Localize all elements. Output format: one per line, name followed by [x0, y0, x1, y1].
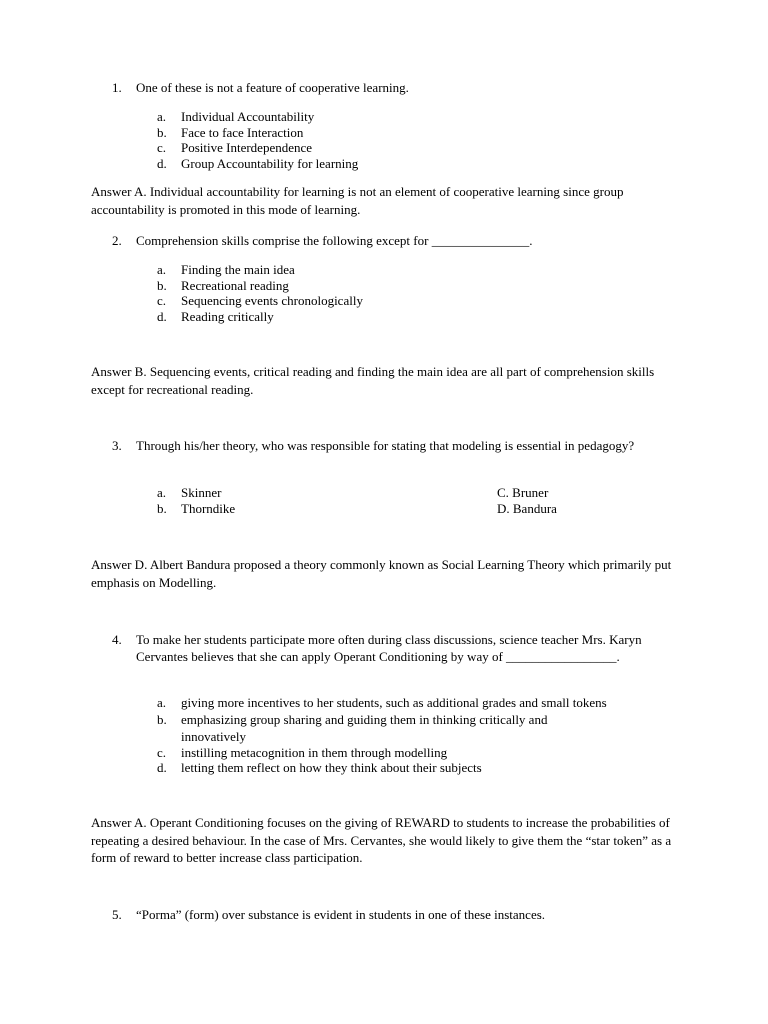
- option-a: a. Finding the main idea: [157, 262, 295, 277]
- question-1-options: [157, 109, 697, 171]
- option-c: c. instilling metacognition in them through modelling: [157, 744, 448, 760]
- answer-1: Answer A. Individual accountability for learning is not an element of cooperative learning since group accountability is promoted in this mode of learning.: [91, 184, 624, 217]
- answer-2: Answer B. Sequencing events, critical reading and finding the main idea are all part of comprehension skills except for recreational reading.: [91, 364, 655, 397]
- question-text: Comprehension skills comprise the following except for _______________.: [136, 233, 533, 248]
- option-c: c. Positive Interdependence: [157, 140, 313, 155]
- question-text: One of these is not a feature of cooperative learning.: [136, 80, 409, 95]
- question-number: 5.: [112, 907, 122, 922]
- option-b: b. Face to face Interaction: [157, 124, 304, 140]
- option-b: b. emphasizing group sharing and guiding them in thinking critically and innovatively: [157, 711, 548, 744]
- question-4-options: [157, 695, 702, 776]
- question-2: [112, 232, 692, 249]
- question-number: 4.: [112, 632, 122, 647]
- option-d: d. Group Accountability for learning: [157, 155, 359, 171]
- option-d: d. letting them reflect on how they think about their subjects: [157, 760, 482, 775]
- option-d: d. Reading critically: [157, 308, 274, 324]
- question-number: 1.: [112, 80, 122, 95]
- option-a: a. Individual Accountability: [157, 109, 315, 124]
- option-row: [157, 501, 617, 517]
- question-4: [112, 631, 692, 665]
- answer-4: Answer A. Operant Conditioning focuses on the giving of REWARD to students to increase the probabilities of repeating a desired behaviour. In the case of Mrs. Cervantes, she would likely to give them the “star token” as a form of reward to better increase class participation.: [91, 815, 672, 865]
- question-3: [112, 437, 692, 454]
- option-a: a. giving more incentives to her students, such as additional grades and small tokens: [157, 695, 607, 710]
- option-c: C. Bruner: [497, 485, 549, 500]
- answer-3: Answer D. Albert Bandura proposed a theory commonly known as Social Learning Theory which primarily put emphasis on Modelling.: [91, 557, 672, 590]
- question-2-options: [157, 262, 697, 324]
- question-1: [112, 79, 692, 96]
- option-b: b. Thorndike: [157, 500, 236, 516]
- question-text: “Porma” (form) over substance is evident in students in one of these instances.: [136, 907, 546, 922]
- option-d: D. Bandura: [497, 500, 557, 516]
- question-number: 2.: [112, 233, 122, 248]
- option-row: [157, 485, 617, 501]
- question-text: To make her students participate more often during class discussions, science teacher Mrs. Karyn Cervantes believes that she can apply Operant Conditioning by way of _________________.: [136, 632, 642, 664]
- option-c: c. Sequencing events chronologically: [157, 293, 363, 308]
- question-5: [112, 906, 692, 923]
- question-number: 3.: [112, 438, 122, 453]
- question-3-options: [157, 485, 617, 516]
- option-a: a. Skinner: [157, 485, 222, 500]
- option-b: b. Recreational reading: [157, 277, 289, 293]
- question-text: Through his/her theory, who was responsible for stating that modeling is essential in pedagogy?: [136, 438, 635, 453]
